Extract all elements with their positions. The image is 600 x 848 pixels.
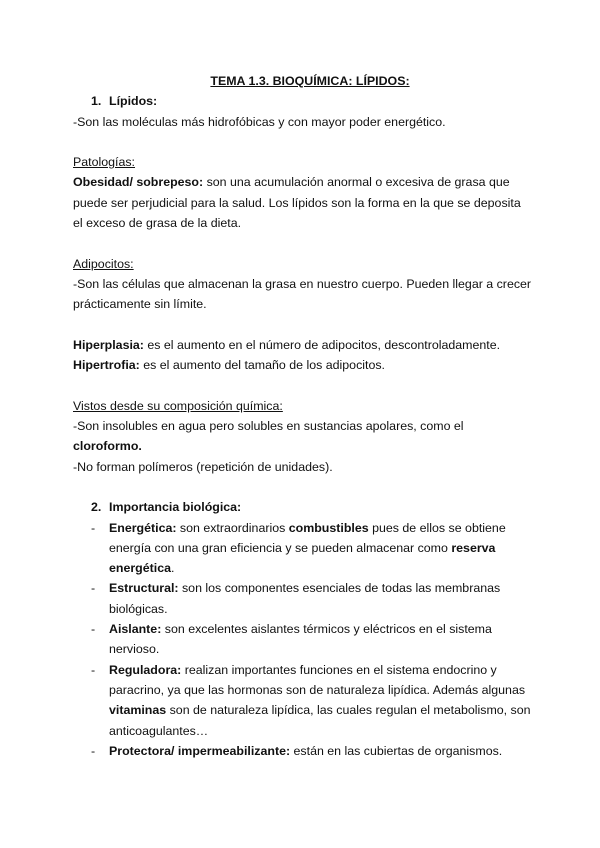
list-dash: - (91, 520, 96, 535)
list-item-aislante (73, 619, 533, 660)
energetica-text-1: son extraordinarios (176, 520, 289, 535)
list-dash: - (91, 743, 96, 758)
section-number: 1. (91, 94, 102, 109)
estructural-term: Estructural: (109, 581, 179, 596)
hipertrofia-text: es el aumento del tamaño de los adipocitos. (139, 358, 385, 373)
hiperplasia-term: Hiperplasia: (73, 337, 144, 352)
lipidos-intro: -Son las moléculas más hidrofóbicas y con mayor poder energético. (73, 114, 446, 129)
quimica-heading: Vistos desde su composición química: (73, 398, 283, 413)
reguladora-text-2: son de naturaleza lipídica, las cuales regulan el metabolismo, son anticoagulantes… (109, 703, 531, 738)
section-title: Importancia biológica: (109, 500, 242, 515)
reserva-energetica-term: reserva energética (109, 540, 496, 576)
vitaminas-term: vitaminas (109, 703, 167, 718)
reguladora-term: Reguladora: (109, 662, 182, 677)
list-item-text (109, 619, 533, 660)
aislante-term: Aislante: (109, 622, 162, 637)
list-item-estructural (73, 578, 533, 619)
list-item-text (109, 741, 533, 761)
spacer (73, 315, 533, 335)
spacer (73, 375, 533, 395)
reguladora-text-1: realizan importantes funciones en el sistema endocrino y paracrino, ya que las hormonas son de naturaleza lipídica. Además algunas (109, 662, 526, 697)
quimica-line-2: -No forman polímeros (repetición de unidades). (73, 459, 333, 474)
list-item-text (109, 660, 533, 741)
energetica-term: Energética: (109, 520, 177, 535)
importancia-list (73, 518, 533, 762)
list-dash: - (91, 662, 96, 677)
list-dash: - (91, 581, 96, 596)
obesidad-paragraph (73, 172, 533, 233)
hipertrofia-term: Hipertrofia: (73, 358, 140, 373)
aislante-text: son excelentes aislantes térmicos y eléctricos en el sistema nervioso. (109, 622, 492, 657)
obesidad-term: Obesidad/ sobrepeso: (73, 175, 204, 190)
list-item-text (109, 578, 533, 619)
patologias-heading: Patologías: (73, 155, 135, 170)
adipocitos-paragraph: -Son las células que almacenan la grasa en nuestro cuerpo. Pueden llegar a crecer prácticamente sin límite. (73, 276, 532, 312)
hiperplasia-paragraph (73, 335, 533, 355)
page-title: TEMA 1.3. BIOQUÍMICA: LÍPIDOS: (210, 74, 410, 88)
list-item-energetica (73, 518, 533, 579)
protectora-term: Protectora/ impermeabilizante: (109, 743, 291, 758)
list-item-reguladora (73, 660, 533, 741)
adipocitos-heading: Adipocitos: (73, 256, 134, 271)
spacer (73, 233, 533, 253)
section-heading-lipidos (73, 91, 533, 111)
list-dash: - (91, 622, 96, 637)
hipertrofia-paragraph (73, 355, 533, 375)
spacer (73, 477, 533, 497)
cloroformo-term: cloroformo. (73, 439, 142, 454)
combustibles-term: combustibles (288, 520, 369, 535)
protectora-text: están en las cubiertas de organismos. (290, 743, 503, 758)
list-item-protectora (73, 741, 533, 761)
obesidad-text: son una acumulación anormal o excesiva de grasa que puede ser perjudicial para la salud. Los lípidos son la forma en la que se deposita el exceso de grasa de la dieta. (73, 175, 521, 231)
energetica-text-2: pues de ellos se obtiene energía con una gran eficiencia y se pueden almacenar como (109, 520, 506, 555)
energetica-text-3: . (170, 561, 175, 576)
section-heading-importancia (73, 497, 533, 517)
spacer (73, 132, 533, 152)
document-body (73, 71, 533, 761)
section-number: 2. (91, 500, 102, 515)
quimica-line-1-text: -Son insolubles en agua pero solubles en sustancias apolares, como el (73, 419, 464, 434)
hiperplasia-text: es el aumento en el número de adipocitos, descontroladamente. (143, 337, 501, 352)
list-item-text (109, 518, 533, 579)
quimica-line-1 (73, 416, 533, 457)
estructural-text: son los componentes esenciales de todas las membranas biológicas. (109, 581, 501, 616)
section-title: Lípidos: (109, 94, 158, 109)
